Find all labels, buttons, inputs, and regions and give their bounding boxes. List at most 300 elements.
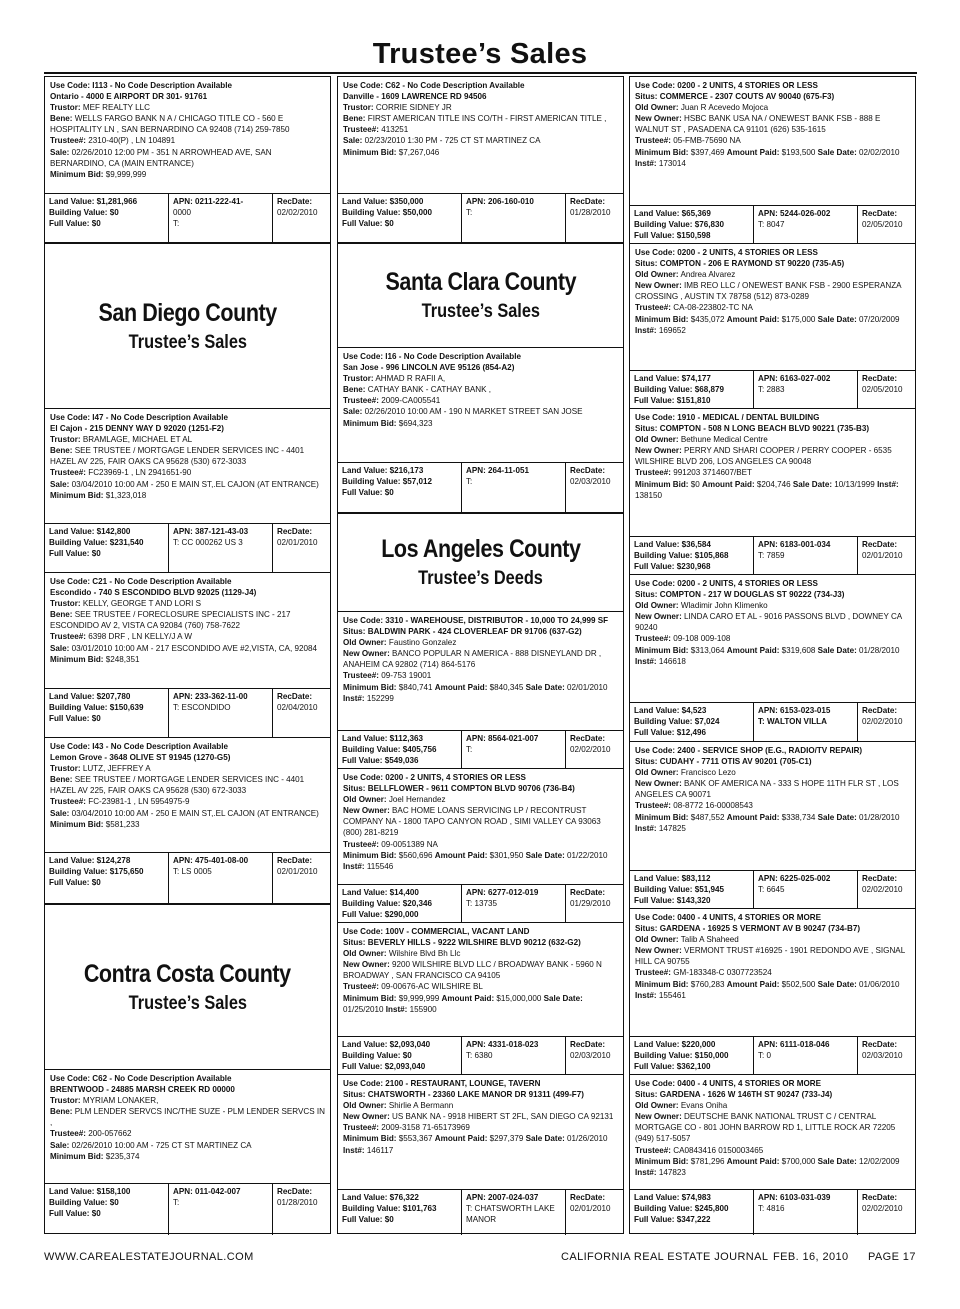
old-owner-label: Old Owner:: [343, 949, 387, 959]
building-value: Building Value: $245,800: [634, 1204, 729, 1214]
recdate: 02/02/2010: [862, 1204, 903, 1214]
inst-number: 146117: [366, 1145, 394, 1155]
land-value: Land Value: $36,584: [634, 540, 711, 549]
old-owner: Juan R Acevedo Mojoca: [680, 103, 769, 113]
min-bid-label: Minimum Bid:: [343, 147, 397, 157]
trustor-label: Trustor:: [50, 435, 81, 445]
minimum-bid: $560,696: [398, 850, 433, 860]
inst-number: 155461: [658, 990, 686, 1000]
amount-paid-label: Amount Paid:: [726, 147, 780, 157]
full-value: Full Value: $143,320: [634, 896, 711, 906]
trustee-label: Trustee#:: [343, 125, 379, 135]
min-bid-label: Minimum Bid:: [635, 645, 689, 655]
listing-lemon-grove: [45, 738, 330, 852]
listing-compton-long-beach: [630, 409, 915, 536]
trustee-label: Trustee#:: [343, 1123, 379, 1133]
sale-info: 02/23/2010 1:30 PM - 725 CT ST MARTINEZ CA: [364, 136, 541, 146]
property-address: Situs: COMPTON - 206 E RAYMOND ST 90220 (735-A5): [635, 259, 845, 269]
recdate-label: RecDate:: [570, 466, 606, 475]
property-address: Danville - 1609 LAWRENCE RD 94506: [343, 92, 487, 102]
old-owner: Wladimir John Klimenko: [680, 601, 768, 611]
value-row: [45, 523, 330, 573]
old-owner: Bethune Medical Centre: [680, 435, 768, 445]
recdate: 02/03/2010: [862, 1051, 903, 1061]
old-owner-label: Old Owner:: [343, 638, 387, 648]
property-address: El Cajon - 215 DENNY WAY D 92020 (1251-F2): [50, 424, 224, 434]
recdate-label: RecDate:: [862, 209, 898, 218]
old-owner: Shirlie A Bermann: [388, 1101, 454, 1111]
county-name: Los Angeles County: [380, 535, 581, 563]
trustee-label: Trustee#:: [635, 1145, 671, 1155]
tract: T: 13735: [466, 899, 498, 909]
trustee-label: Trustee#:: [343, 671, 379, 681]
recdate-label: RecDate:: [277, 527, 313, 536]
footer-page-number: PAGE 17: [868, 1251, 916, 1263]
tract: T:: [173, 1198, 180, 1208]
county-subtitle: Trustee’s Deeds: [418, 568, 543, 589]
trustee-label: Trustee#:: [635, 801, 671, 811]
bene-label: Bene:: [343, 114, 366, 124]
recdate-label: RecDate:: [277, 1187, 313, 1196]
county-name: Santa Clara County: [385, 268, 576, 296]
trustor-label: Trustor:: [50, 1096, 81, 1106]
sale-date: 01/06/2010: [859, 979, 900, 989]
amount-paid-label: Amount Paid:: [434, 682, 488, 692]
apn: APN: 6111-018-046: [758, 1040, 830, 1049]
recdate: 02/02/2010: [277, 208, 318, 218]
value-row: [630, 870, 915, 909]
tract: T: CC 000262 US 3: [173, 538, 243, 548]
min-bid-label: Minimum Bid:: [343, 418, 397, 428]
sale-date-label: Sale Date:: [817, 979, 857, 989]
trustee-label: Trustee#:: [635, 136, 671, 146]
trustor: LUTZ, JEFFREY A: [82, 764, 151, 774]
property-address: Situs: BELLFLOWER - 9611 COMPTON BLVD 90706 (736-B4): [343, 784, 575, 794]
column-3: [629, 76, 916, 1234]
listing-compton-raymond: [630, 244, 915, 370]
new-owner-label: New Owner:: [635, 946, 682, 956]
inst-label: Inst#:: [877, 479, 899, 489]
old-owner-label: Old Owner:: [635, 1101, 679, 1111]
sale-label: Sale:: [50, 147, 70, 157]
recdate-label: RecDate:: [862, 374, 898, 383]
apn: APN: 6277-012-019: [466, 888, 539, 897]
sale-date: 10/13/1999: [834, 479, 875, 489]
listing-brentwood: [45, 1070, 330, 1183]
property-address: Situs: COMPTON - 217 W DOUGLAS ST 90222 (734-J3): [635, 590, 845, 600]
building-value: Building Value: $57,012: [342, 477, 432, 487]
minimum-bid: $694,323: [398, 418, 433, 428]
inst-number: 147825: [658, 823, 686, 833]
amount-paid: $175,000: [781, 314, 816, 324]
trustee-label: Trustee#:: [50, 1129, 86, 1139]
land-value: Land Value: $65,369: [634, 209, 711, 218]
apn: APN: 6225-025-002: [758, 874, 831, 883]
recdate-label: RecDate:: [570, 1193, 606, 1202]
land-value: Land Value: $112,363: [342, 734, 423, 743]
use-code: Use Code: I16 - No Code Description Available: [343, 352, 521, 361]
tract: T: 8047: [758, 220, 785, 230]
value-row: [630, 536, 915, 575]
apn: APN: 6103-031-039: [758, 1193, 831, 1202]
min-bid-label: Minimum Bid:: [50, 1151, 104, 1161]
minimum-bid: $7,267,046: [398, 147, 440, 157]
trustee-label: Trustee#:: [343, 839, 379, 849]
bene-label: Bene:: [343, 385, 366, 395]
use-code: Use Code: 1910 - MEDICAL / DENTAL BUILDING: [635, 413, 820, 422]
beneficiary: SEE TRUSTEE / FORECLOSURE SPECIALISTS INC - 217 ESCONDIDO AV 2, VISTA CA 92084 (760) 758-7622: [50, 610, 291, 631]
value-row: [630, 1036, 915, 1075]
apn-cont: 0000: [173, 208, 192, 218]
recdate-label: RecDate:: [277, 692, 313, 701]
land-value: Land Value: $142,800: [49, 527, 131, 536]
trustor-label: Trustor:: [343, 374, 374, 384]
tract: T: 0: [758, 1051, 772, 1061]
apn: APN: 233-362-11-00: [173, 692, 248, 701]
sale-date-label: Sale Date:: [817, 314, 857, 324]
trustee-number: FC-23981-1 , LN 5954975-9: [88, 797, 190, 807]
property-address: San Jose - 996 LINCOLN AVE 95126 (854-A2): [343, 363, 515, 373]
recdate: 02/03/2010: [570, 1051, 611, 1061]
new-owner: BANCO POPULAR N AMERICA - 888 DISNEYLAND DR , ANAHEIM CA 92802 (714) 864-5176: [343, 649, 602, 670]
trustee-label: Trustee#:: [50, 468, 86, 478]
land-value: Land Value: $4,523: [634, 706, 707, 715]
inst-label: Inst#:: [635, 325, 657, 335]
footer-date: FEB. 16, 2010: [773, 1251, 849, 1263]
full-value: Full Value: $0: [49, 549, 101, 559]
new-owner: 9200 WILSHIRE BLVD LLC / BROADWAY BANK - 5960 N BROADWAY , SAN FRANCISCO CA 94105: [343, 960, 602, 981]
min-bid-label: Minimum Bid:: [635, 1156, 689, 1166]
building-value: Building Value: $51,945: [634, 885, 724, 895]
trustee-number: CA0843416 0150003465: [673, 1145, 764, 1155]
beneficiary: PLM LENDER SERVCS INC/THE SUZE - PLM LENDER SERVCS IN ,: [50, 1107, 325, 1128]
recdate-label: RecDate:: [862, 540, 898, 549]
value-row: [338, 193, 623, 243]
sale-date-label: Sale Date:: [817, 812, 857, 822]
tract: T: ESCONDIDO: [173, 703, 231, 713]
tract: T: CHATSWORTH LAKE: [466, 1204, 555, 1214]
recdate-label: RecDate:: [277, 856, 313, 865]
minimum-bid: $9,999,999: [398, 993, 440, 1003]
full-value: Full Value: $549,036: [342, 756, 419, 766]
county-subtitle: Trustee’s Sales: [128, 331, 247, 353]
inst-number: 152299: [366, 693, 394, 703]
use-code: Use Code: 0200 - 2 UNITS, 4 STORIES OR LESS: [635, 248, 818, 257]
beneficiary: SEE TRUSTEE / MORTGAGE LENDER SERVICES INC - 4401 HAZEL AV 225, FAIR OAKS CA 95628 (530) 672-3033: [50, 446, 305, 467]
beneficiary: SEE TRUSTEE / MORTGAGE LENDER SERVICES INC - 4401 HAZEL AV 225, FAIR OAKS CA 95628 (530) 672-3033: [50, 775, 305, 796]
sale-label: Sale:: [50, 1140, 70, 1150]
new-owner-label: New Owner:: [343, 806, 390, 816]
title-rule: [44, 72, 917, 74]
tract: T:: [466, 477, 473, 487]
column-1: [44, 76, 331, 1234]
sale-date-label: Sale Date:: [792, 479, 833, 489]
land-value: Land Value: $74,177: [634, 374, 711, 383]
recdate: 01/28/2010: [277, 1198, 318, 1208]
trustee-label: Trustee#:: [50, 632, 86, 642]
amount-paid: $338,734: [781, 812, 816, 822]
county-name: San Diego County: [98, 298, 277, 327]
new-owner: IMB REO LLC / ONEWEST BANK FSB - 2900 ESPERANZA CROSSING , AUSTIN TX 78758 (512) 873-0289: [635, 281, 902, 302]
land-value: Land Value: $74,983: [634, 1193, 711, 1202]
land-value: Land Value: $350,000: [342, 197, 424, 206]
property-address: Situs: BEVERLY HILLS - 9222 WILSHIRE BLVD 90212 (632-G2): [343, 938, 581, 948]
trustee-label: Trustee#:: [50, 797, 86, 807]
old-owner-label: Old Owner:: [635, 435, 679, 445]
sale-date-label: Sale Date:: [817, 645, 857, 655]
recdate: 02/04/2010: [277, 703, 318, 713]
minimum-bid: $781,296: [690, 1156, 725, 1166]
minimum-bid: $435,072: [690, 314, 725, 324]
use-code: Use Code: I47 - No Code Description Available: [50, 413, 228, 422]
amount-paid-label: Amount Paid:: [726, 645, 780, 655]
apn: APN: 206-160-010: [466, 197, 534, 206]
tract: T: LS 0005: [173, 867, 212, 877]
recdate-label: RecDate:: [862, 1040, 898, 1049]
full-value: Full Value: $290,000: [342, 910, 419, 920]
full-value: Full Value: $151,810: [634, 396, 711, 406]
old-owner-label: Old Owner:: [635, 601, 679, 611]
property-address: Situs: CUDAHY - 7711 OTIS AV 90201 (705-C1): [635, 757, 812, 767]
sale-date: 07/20/2009: [859, 314, 900, 324]
sale-info: 03/01/2010 10:00 AM - 217 ESCONDIDO AVE #2,VISTA, CA, 92084: [71, 643, 317, 653]
land-value: Land Value: $216,173: [342, 466, 424, 475]
land-value: Land Value: $207,780: [49, 692, 131, 701]
trustor: MYRIAM LONAKER,: [82, 1096, 159, 1106]
land-value: Land Value: $1,281,966: [49, 197, 138, 206]
sale-label: Sale:: [50, 643, 70, 653]
inst-number: 115546: [366, 861, 394, 871]
county-name: Contra Costa County: [84, 959, 291, 988]
new-owner: BAC HOME LOANS SERVICING LP / RECONTRUST COMPANY NA - 1800 TAPO CANYON ROAD , SIMI VALLEY CA 93063 (800) 281-8219: [343, 806, 601, 838]
county-header-santa-clara: [338, 243, 623, 348]
building-value: Building Value: $76,830: [634, 220, 724, 230]
column-2: [337, 76, 624, 1234]
inst-label: Inst#:: [635, 656, 657, 666]
new-owner-label: New Owner:: [635, 779, 682, 789]
building-value: Building Value: $150,000: [634, 1051, 729, 1061]
old-owner-label: Old Owner:: [635, 935, 679, 945]
trustee-number: 200-057662: [88, 1129, 132, 1139]
new-owner-label: New Owner:: [635, 1112, 682, 1122]
value-row: [338, 462, 623, 513]
sale-label: Sale:: [50, 479, 70, 489]
listing-compton-douglas: [630, 575, 915, 702]
full-value: Full Value: $0: [49, 714, 101, 724]
full-value: Full Value: $0: [342, 488, 394, 498]
old-owner: Francisco Lezo: [680, 768, 736, 778]
recdate: 02/03/2010: [570, 477, 611, 487]
inst-number: 138150: [635, 490, 663, 500]
building-value: Building Value: $105,868: [634, 551, 729, 561]
min-bid-label: Minimum Bid:: [343, 682, 397, 692]
trustee-number: 09-00676-AC WILSHIRE BL: [381, 982, 483, 992]
minimum-bid: $840,741: [398, 682, 433, 692]
full-value: Full Value: $2,093,040: [342, 1062, 426, 1072]
beneficiary: WELLS FARGO BANK N A / CHICAGO TITLE CO - 560 E HOSPITALITY LN , SAN BERNARDINO CA 92408 (714) 259-7850: [50, 114, 290, 135]
sale-date: 12/02/2009: [859, 1156, 900, 1166]
sale-date: 01/28/2010: [859, 812, 900, 822]
amount-paid-label: Amount Paid:: [441, 993, 495, 1003]
trustor-label: Trustor:: [343, 103, 374, 113]
inst-label: Inst#:: [385, 1004, 408, 1014]
minimum-bid: $553,367: [398, 1134, 433, 1144]
amount-paid: $319,608: [781, 645, 816, 655]
trustee-label: Trustee#:: [635, 968, 671, 978]
new-owner-label: New Owner:: [343, 649, 390, 659]
min-bid-label: Minimum Bid:: [635, 314, 689, 324]
inst-number: 155900: [409, 1004, 437, 1014]
old-owner-label: Old Owner:: [343, 1101, 387, 1111]
listing-chatsworth: [338, 1075, 623, 1189]
building-value: Building Value: $405,756: [342, 745, 437, 755]
min-bid-label: Minimum Bid:: [50, 819, 104, 829]
old-owner-label: Old Owner:: [635, 768, 679, 778]
trustee-number: 09-108 009-108: [673, 634, 731, 644]
minimum-bid: $313,064: [690, 645, 725, 655]
apn: APN: 6153-023-015: [758, 706, 831, 715]
beneficiary: FIRST AMERICAN TITLE INS CO/TH - FIRST AMERICAN TITLE ,: [367, 114, 607, 124]
listing-beverly-hills: [338, 923, 623, 1036]
new-owner: BANK OF AMERICA NA - 333 S HOPE 11TH FLR ST , LOS ANGELES CA 90071: [635, 779, 899, 800]
old-owner-label: Old Owner:: [635, 270, 679, 280]
listing-bellflower: [338, 769, 623, 884]
minimum-bid: $760,283: [690, 979, 725, 989]
trustee-number: 2310-40(P) , LN 104891: [88, 136, 176, 146]
trustee-number: 09-0051389 NA: [381, 839, 438, 849]
use-code: Use Code: 0200 - 2 UNITS, 4 STORIES OR LESS: [343, 773, 526, 782]
amount-paid: $301,950: [489, 850, 524, 860]
new-owner-label: New Owner:: [635, 114, 682, 124]
amount-paid-label: Amount Paid:: [434, 1134, 488, 1144]
sale-date: 01/22/2010: [567, 850, 608, 860]
full-value: Full Value: $0: [342, 219, 394, 229]
min-bid-label: Minimum Bid:: [635, 979, 689, 989]
property-address: Situs: GARDENA - 1626 W 146TH ST 90247 (733-J4): [635, 1090, 833, 1100]
full-value: Full Value: $362,100: [634, 1062, 711, 1072]
minimum-bid: $9,999,999: [105, 169, 147, 179]
footer-publication: CALIFORNIA REAL ESTATE JOURNAL: [561, 1251, 769, 1263]
new-owner: PERRY AND SHARI COOPER / PERRY COOPER - 6535 WILSHIRE BLVD 206, LOS ANGELES CA 90048: [635, 446, 892, 467]
amount-paid: $700,000: [781, 1156, 816, 1166]
sale-label: Sale:: [343, 136, 363, 146]
recdate: 02/01/2010: [277, 538, 318, 548]
apn: APN: 6183-001-034: [758, 540, 831, 549]
use-code: Use Code: C62 - No Code Description Available: [343, 81, 525, 90]
old-owner: Wilshire Blvd Bh Llc: [388, 949, 461, 959]
use-code: Use Code: 3310 - WAREHOUSE, DISTRIBUTOR - 10,000 TO 24,999 SF: [343, 616, 609, 625]
minimum-bid: $235,374: [105, 1151, 140, 1161]
min-bid-label: Minimum Bid:: [50, 490, 104, 500]
footer-website: WWW.CAREALESTATEJOURNAL.COM: [44, 1251, 254, 1263]
building-value: Building Value: $0: [342, 1051, 412, 1061]
old-owner-label: Old Owner:: [343, 795, 387, 805]
inst-label: Inst#:: [343, 861, 365, 871]
inst-number: 146618: [658, 656, 686, 666]
full-value: Full Value: $150,598: [634, 231, 711, 241]
value-row: [338, 1189, 623, 1235]
listing-gardena-146th: [630, 1075, 915, 1189]
sale-info: 02/26/2010 10:00 AM - 190 N MARKET STREET SAN JOSE: [364, 407, 583, 417]
full-value: Full Value: $0: [342, 1215, 394, 1225]
recdate: 01/29/2010: [570, 899, 611, 909]
county-header-contra-costa: [45, 904, 330, 1070]
amount-paid: $193,500: [781, 147, 816, 157]
trustee-number: GM-183348-C 0307723524: [673, 968, 772, 978]
new-owner: US BANK NA - 9918 HIBERT ST 2FL, SAN DIEGO CA 92131: [392, 1112, 614, 1122]
new-owner-label: New Owner:: [635, 612, 682, 622]
inst-label: Inst#:: [635, 1167, 657, 1177]
tract: T:: [466, 745, 473, 755]
building-value: Building Value: $50,000: [342, 208, 432, 218]
apn: APN: 2007-024-037: [466, 1193, 539, 1202]
new-owner-label: New Owner:: [635, 281, 682, 291]
inst-number: 147823: [658, 1167, 686, 1177]
value-row: [45, 193, 330, 243]
use-code: Use Code: 2100 - RESTAURANT, LOUNGE, TAVERN: [343, 1079, 541, 1088]
inst-number: 169652: [658, 325, 686, 335]
inst-label: Inst#:: [635, 158, 657, 168]
minimum-bid: $1,323,018: [105, 490, 147, 500]
amount-paid-label: Amount Paid:: [434, 850, 488, 860]
sale-info: 02/26/2010 10:00 AM - 725 CT ST MARTINEZ CA: [71, 1140, 252, 1150]
amount-paid: $297,379: [489, 1134, 524, 1144]
sale-date: 02/02/2010: [859, 147, 900, 157]
sale-date: 02/01/2010: [567, 682, 608, 692]
minimum-bid: $0: [690, 479, 700, 489]
min-bid-label: Minimum Bid:: [635, 812, 689, 822]
property-address: BRENTWOOD - 24885 MARSH CREEK RD 00000: [50, 1085, 235, 1095]
trustee-number: 05-FMB-75690 NA: [673, 136, 741, 146]
inst-label: Inst#:: [635, 990, 657, 1000]
recdate: 02/02/2010: [570, 745, 611, 755]
trustee-label: Trustee#:: [343, 396, 379, 406]
new-owner: LINDA CARO ET AL - 9016 PASSONS BLVD , DOWNEY CA 90240: [635, 612, 902, 633]
sale-label: Sale:: [50, 808, 70, 818]
recdate: 02/02/2010: [862, 717, 903, 727]
listing-escondido: [45, 573, 330, 688]
value-row: [630, 205, 915, 244]
county-subtitle: Trustee’s Sales: [128, 992, 247, 1014]
trustor: AHMAD R RAFII A,: [375, 374, 446, 384]
use-code: Use Code: 0400 - 4 UNITS, 4 STORIES OR MORE: [635, 1079, 822, 1088]
land-value: Land Value: $2,093,040: [342, 1040, 431, 1049]
minimum-bid: $487,552: [690, 812, 725, 822]
trustee-number: FC23969-1 , LN 2941651-90: [88, 468, 192, 478]
trustor-label: Trustor:: [50, 599, 81, 609]
value-row: [45, 852, 330, 904]
min-bid-label: Minimum Bid:: [343, 993, 397, 1003]
tract: T: 7859: [758, 551, 785, 561]
full-value: Full Value: $0: [49, 1209, 101, 1219]
old-owner: Faustino Gonzalez: [388, 638, 457, 648]
trustor-label: Trustor:: [50, 103, 81, 113]
sale-date: 01/25/2010: [343, 1004, 384, 1014]
recdate-label: RecDate:: [570, 734, 606, 743]
trustee-number: 991203 3714607/BET: [673, 468, 753, 478]
building-value: Building Value: $7,024: [634, 717, 720, 727]
trustee-label: Trustee#:: [343, 982, 379, 992]
county-header-los-angeles: [338, 513, 623, 612]
building-value: Building Value: $101,763: [342, 1204, 437, 1214]
use-code: Use Code: 2400 - SERVICE SHOP (E.G., RADIO/TV REPAIR): [635, 746, 863, 755]
sale-date-label: Sale Date:: [817, 147, 857, 157]
minimum-bid: $581,233: [105, 819, 140, 829]
value-row: [45, 1183, 330, 1235]
recdate: 02/01/2010: [862, 551, 903, 561]
tract: T: 6645: [758, 885, 785, 895]
tract: T: 2883: [758, 385, 785, 395]
